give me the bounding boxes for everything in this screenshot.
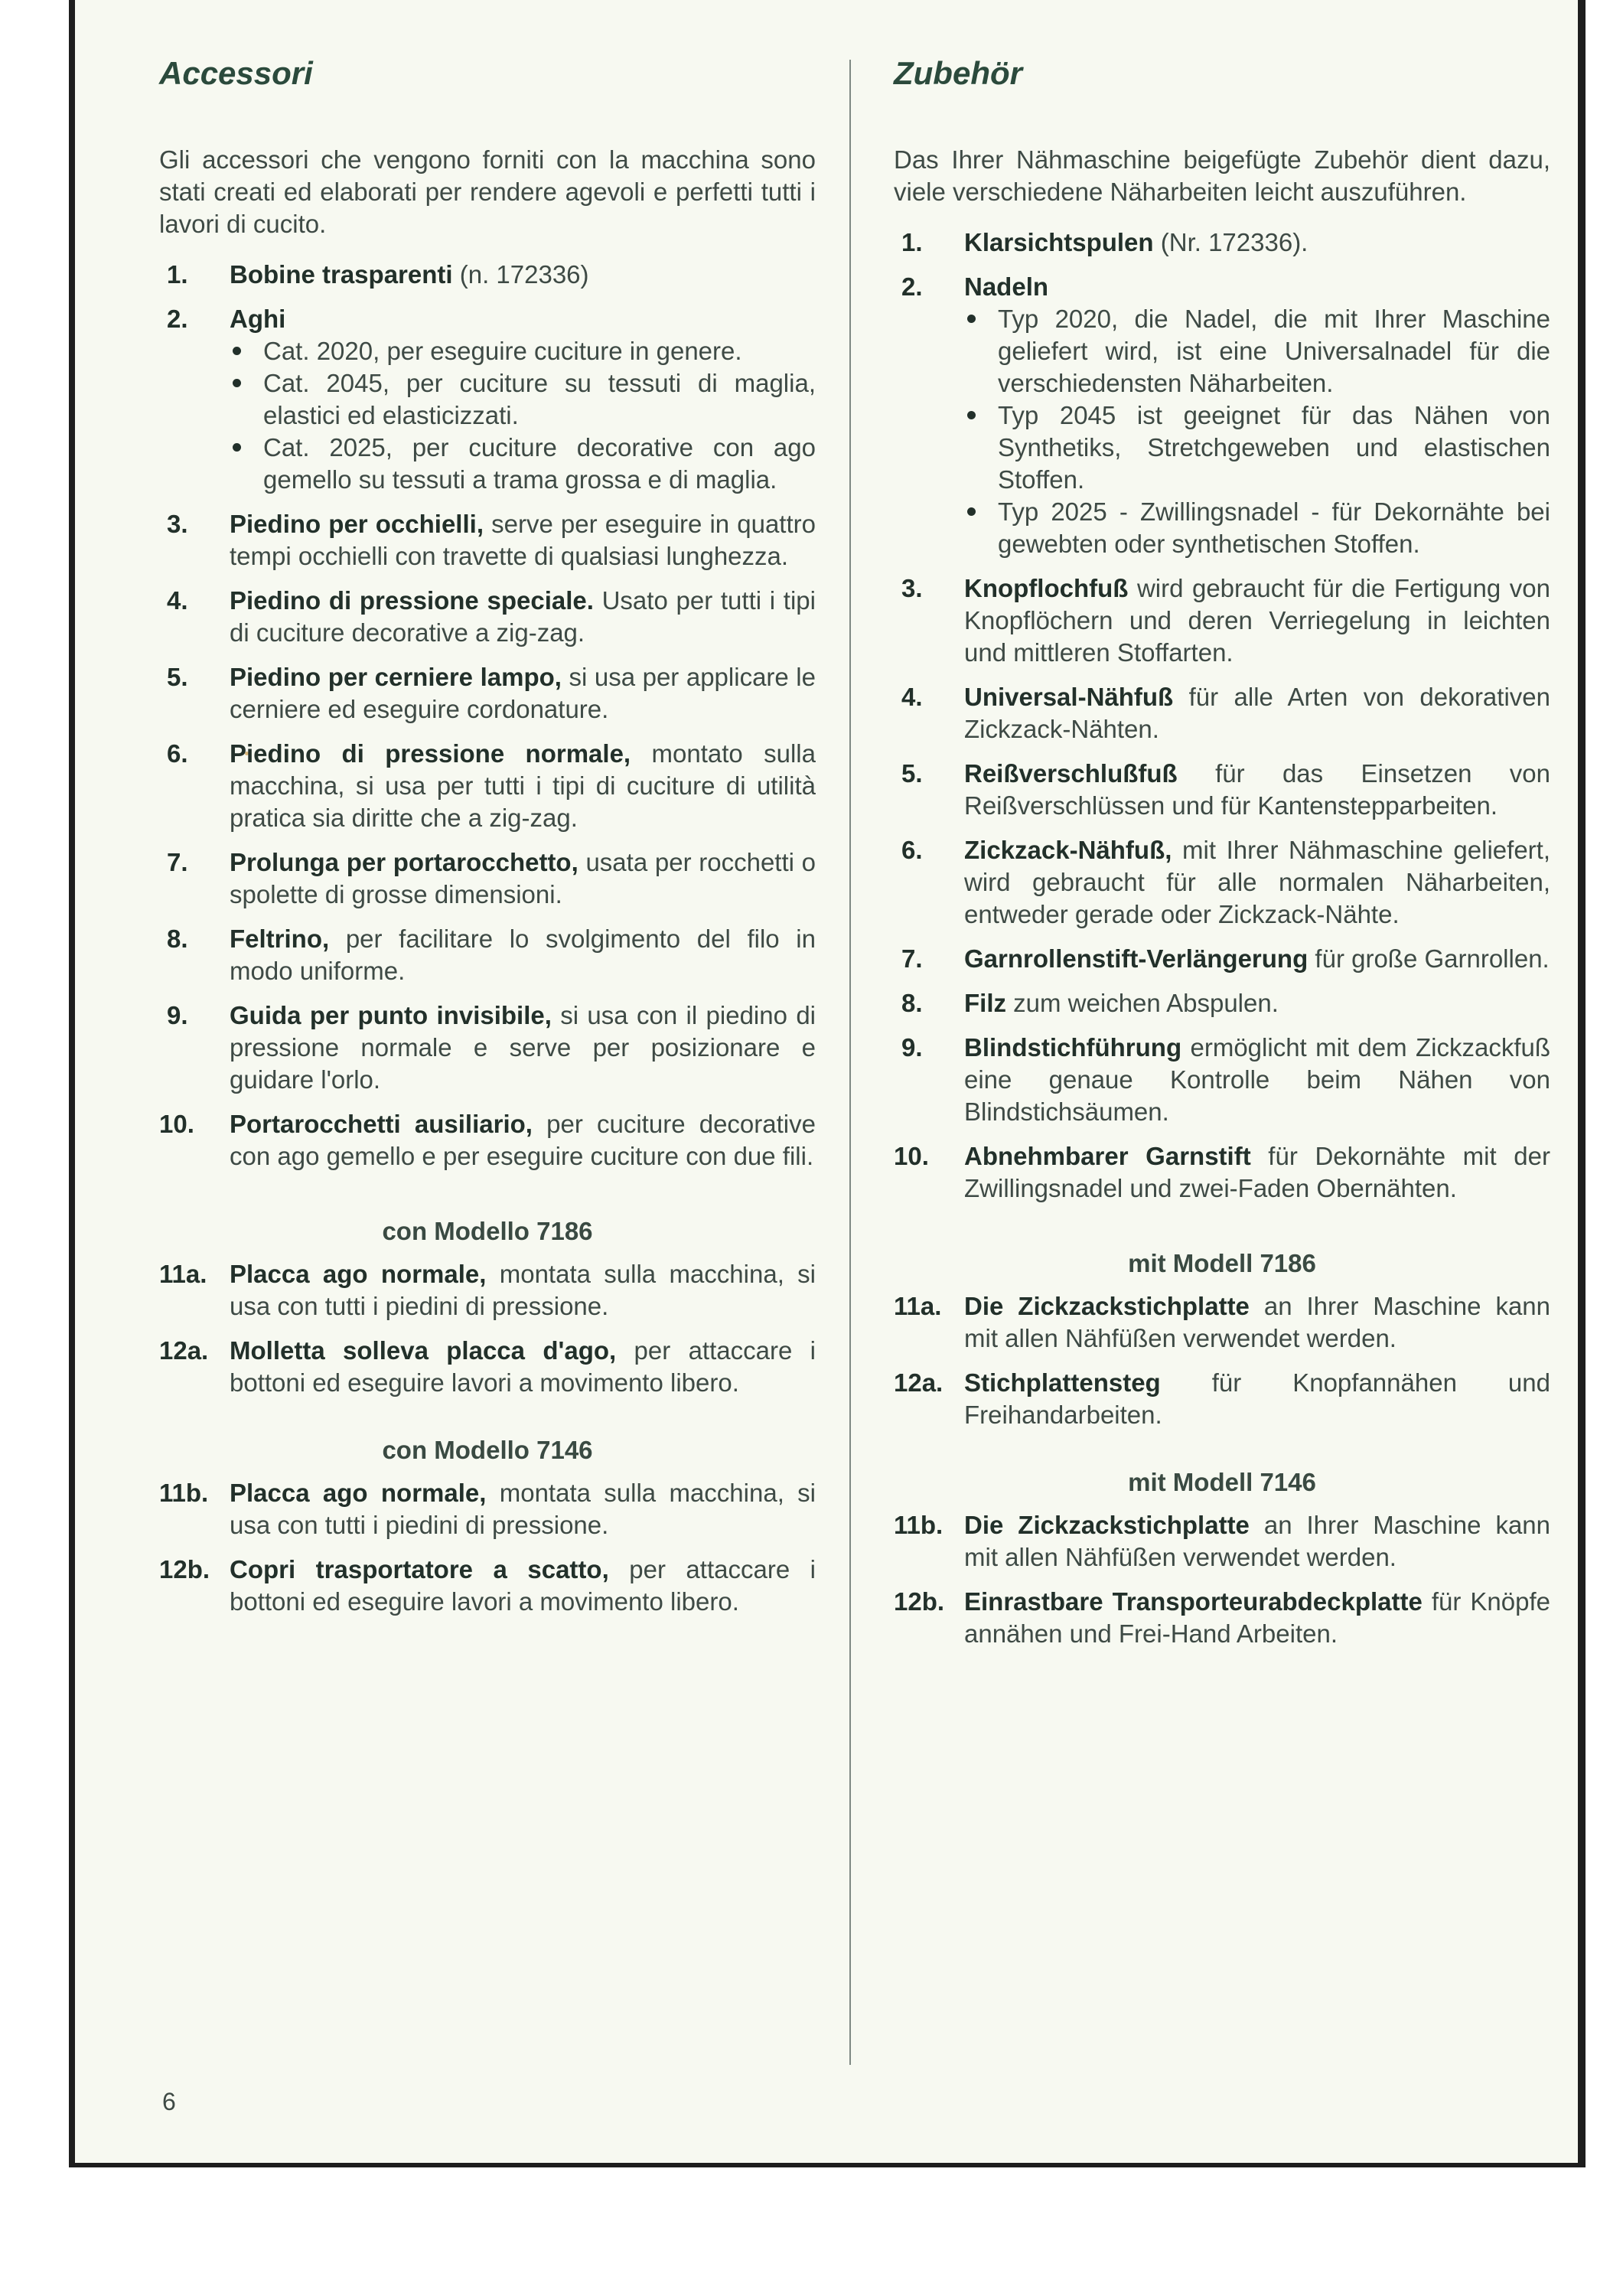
bullet-item: Typ 2020, die Nadel, die mit Ihrer Maschine geliefert wird, ist eine Universalnadel für die verschiedensten Näharbeiten.: [964, 303, 1550, 400]
list-item: [894, 758, 1550, 822]
item-text: für das Einsetzen von Reißverschlüssen und für Kantenstepparbeiten.: [964, 759, 1550, 820]
item-title: Stichplattensteg: [964, 1368, 1161, 1397]
item-text: si usa per applicare le cerniere ed eseguire cordonature.: [230, 663, 816, 723]
item-number: 7.: [167, 848, 188, 876]
item-text: für große Garnrollen.: [1308, 944, 1550, 973]
item-number: 1.: [901, 228, 923, 256]
list-item: [159, 846, 816, 911]
item-text: serve per eseguire in quattro tempi occhielli con travette di qualsiasi lunghezza.: [230, 510, 816, 570]
item-body: [230, 259, 816, 291]
german-intro: Das Ihrer Nähmaschine beigefügte Zubehör dient dazu, viele verschiedene Näharbeiten leicht auszuführen.: [894, 145, 1550, 206]
item-number: 4.: [901, 683, 923, 711]
item-number: 11a.: [159, 1260, 207, 1288]
list-item: [159, 923, 816, 987]
list-item: [894, 1586, 1550, 1650]
item-title: Piedino di pressione speciale.: [230, 586, 594, 615]
list-item: [894, 987, 1550, 1019]
list-item: [894, 681, 1550, 745]
bullet-list: [964, 303, 1550, 560]
item-body: [964, 834, 1550, 931]
item-title: Die Zickzackstichplatte: [964, 1292, 1250, 1320]
item-body: [964, 681, 1550, 745]
item-title: Guida per punto invisibile,: [230, 1001, 552, 1029]
item-body: [964, 987, 1550, 1019]
item-title: Placca ago normale,: [230, 1260, 487, 1288]
item-title: Klarsichtspulen: [964, 228, 1154, 256]
list-item: [159, 303, 816, 496]
item-number: 10.: [894, 1142, 929, 1170]
item-text: für alle Arten von dekorativen Zickzack-Nähten.: [964, 683, 1550, 743]
list-item: [894, 1367, 1550, 1431]
item-number: 12b.: [894, 1587, 945, 1616]
item-text: zum weichen Abspulen.: [1006, 989, 1279, 1017]
item-title: Molletta solleva placca d'ago,: [230, 1336, 617, 1365]
item-body: [230, 303, 816, 496]
list-item: [894, 943, 1550, 975]
item-number: 11a.: [894, 1292, 942, 1320]
bullet-item: Typ 2045 ist geeignet für das Nähen von Synthetiks, Stretchgeweben und elastischen Stoffen.: [964, 400, 1550, 496]
italian-column: [159, 52, 816, 1630]
item-number: 11b.: [894, 1511, 943, 1539]
item-text: per facilitare lo svolgimento del filo in modo uniforme.: [230, 925, 816, 985]
item-body: [964, 1140, 1550, 1205]
item-body: [964, 572, 1550, 669]
item-number: 2.: [167, 305, 188, 333]
item-title: Die Zickzackstichplatte: [964, 1511, 1250, 1539]
german-model-7146-heading: mit Modell 7146: [1128, 1468, 1316, 1496]
item-text: an Ihrer Maschine kann mit allen Nähfüßen verwendet werden.: [964, 1292, 1550, 1352]
item-title: Aghi: [230, 305, 286, 333]
item-body: [230, 508, 816, 572]
item-title: Bobine trasparenti: [230, 260, 453, 289]
item-text: ermöglicht mit dem Zickzackfuß eine genaue Kontrolle beim Nähen von Blindstichsäumen.: [964, 1033, 1550, 1126]
german-column: [894, 52, 1550, 1662]
item-body: [230, 1108, 816, 1172]
german-heading: Zubehör: [894, 55, 1022, 91]
item-title: Reißverschlußfuß: [964, 759, 1178, 788]
item-number: 4.: [167, 586, 188, 615]
list-item: [894, 1032, 1550, 1128]
column-divider: [849, 60, 851, 2065]
item-number: 6.: [901, 836, 923, 864]
item-number: 3.: [167, 510, 188, 538]
item-text: wird gebraucht für die Fertigung von Knopflöchern und deren Verriegelung in leichten und mittleren Stoffarten.: [964, 574, 1550, 667]
item-title: Knopflochfuß: [964, 574, 1129, 602]
item-title: Prolunga per portarocchetto,: [230, 848, 578, 876]
item-text: (Nr. 172336).: [1153, 228, 1309, 256]
item-text: für Dekornähte mit der Zwillingsnadel und zwei-Faden Obernähten.: [964, 1142, 1550, 1202]
item-body: [964, 1290, 1550, 1355]
item-text: montata sulla macchina, si usa con tutti i piedini di pressione.: [230, 1479, 816, 1539]
page-number: 6: [162, 2088, 176, 2115]
italian-intro: Gli accessori che vengono forniti con la macchina sono stati creati ed elaborati per rendere agevoli e perfetti tutti i lavori di cucito.: [159, 145, 816, 238]
item-body: [230, 846, 816, 911]
item-text: usata per rocchetti o spolette di grosse dimensioni.: [230, 848, 816, 908]
item-body: [230, 1000, 816, 1096]
list-item: [159, 585, 816, 649]
item-body: [964, 271, 1550, 560]
item-title: Abnehmbarer Garnstift: [964, 1142, 1251, 1170]
list-item: [159, 1258, 816, 1322]
item-text: für Knöpfe annähen und Frei-Hand Arbeiten.: [964, 1587, 1550, 1648]
list-item: [894, 572, 1550, 669]
item-title: Filz: [964, 989, 1006, 1017]
item-title: Placca ago normale,: [230, 1479, 487, 1507]
list-item: [894, 1290, 1550, 1355]
list-item: [159, 738, 816, 834]
german-model-7186-heading: mit Modell 7186: [1128, 1249, 1316, 1277]
item-number: 11b.: [159, 1479, 209, 1507]
item-text: für Knopfannähen und Freihandarbeiten.: [964, 1368, 1550, 1429]
item-title: Garnrollenstift-Verlängerung: [964, 944, 1309, 973]
item-body: [964, 227, 1550, 259]
item-number: 8.: [901, 989, 923, 1017]
item-body: [964, 1509, 1550, 1574]
item-number: 3.: [901, 574, 923, 602]
item-text: an Ihrer Maschine kann mit allen Nähfüßen verwendet werden.: [964, 1511, 1550, 1571]
item-title: Piedino per cerniere lampo,: [230, 663, 562, 691]
italian-model-7186-heading: con Modello 7186: [382, 1217, 593, 1245]
italian-model-7186-list: [159, 1258, 816, 1399]
item-text: Usato per tutti i tipi di cuciture decorative a zig-zag.: [230, 586, 816, 647]
item-number: 5.: [901, 759, 923, 788]
item-number: 9.: [901, 1033, 923, 1062]
item-text: mit Ihrer Nähmaschine geliefert, wird gebraucht für alle normalen Näharbeiten, entweder gerade oder Zickzack-Nähte.: [964, 836, 1550, 928]
item-number: 9.: [167, 1001, 188, 1029]
item-body: [964, 1367, 1550, 1431]
item-number: 12b.: [159, 1555, 210, 1583]
item-title: Universal-Nähfuß: [964, 683, 1174, 711]
item-title: Piedino per occhielli,: [230, 510, 484, 538]
list-item: [159, 508, 816, 572]
item-title: Portarocchetti ausiliario,: [230, 1110, 533, 1138]
italian-model-7146-list: [159, 1477, 816, 1618]
item-text: per attaccare i bottoni ed eseguire lavori a movimento libero.: [230, 1336, 816, 1397]
item-body: [230, 1258, 816, 1322]
item-text: per attaccare i bottoni ed eseguire lavori a movimento libero.: [230, 1555, 816, 1616]
italian-heading: Accessori: [159, 55, 313, 91]
item-number: 12a.: [894, 1368, 943, 1397]
item-title: Nadeln: [964, 272, 1049, 301]
german-item-list: [894, 227, 1550, 1205]
bullet-item: Typ 2025 - Zwillingsnadel - für Dekornähte bei gewebten oder synthetischen Stoffen.: [964, 496, 1550, 560]
italian-item-list: [159, 259, 816, 1172]
item-body: [230, 738, 816, 834]
list-item: [894, 1140, 1550, 1205]
item-body: [964, 943, 1550, 975]
list-item: [894, 271, 1550, 560]
item-number: 7.: [901, 944, 923, 973]
item-title: Piedino di pressione normale,: [230, 739, 631, 768]
item-body: [230, 1554, 816, 1618]
italian-model-7146-heading: con Modello 7146: [382, 1436, 593, 1464]
list-item: [894, 1509, 1550, 1574]
item-text: si usa con il piedino di pressione normale e serve per posizionare e guidare l'orlo.: [230, 1001, 816, 1094]
list-item: [159, 259, 816, 291]
bullet-item: Cat. 2020, per eseguire cuciture in genere.: [230, 335, 816, 367]
list-item: [159, 1000, 816, 1096]
list-item: [159, 661, 816, 726]
list-item: [159, 1477, 816, 1541]
list-item: [159, 1554, 816, 1618]
item-body: [230, 661, 816, 726]
list-item: [894, 227, 1550, 259]
item-title: Zickzack-Nähfuß,: [964, 836, 1172, 864]
item-body: [230, 923, 816, 987]
item-title: Einrastbare Transporteurabdeckplatte: [964, 1587, 1423, 1616]
item-number: 1.: [167, 260, 188, 289]
item-body: [230, 1477, 816, 1541]
list-item: [159, 1335, 816, 1399]
item-text: (n. 172336): [452, 260, 589, 289]
item-body: [964, 1586, 1550, 1650]
bullet-item: Cat. 2045, per cuciture su tessuti di maglia, elastici ed elasticizzati.: [230, 367, 816, 432]
german-model-7186-list: [894, 1290, 1550, 1431]
german-model-7146-list: [894, 1509, 1550, 1650]
item-title: Feltrino,: [230, 925, 330, 953]
item-title: Copri trasportatore a scatto,: [230, 1555, 609, 1583]
list-item: [159, 1108, 816, 1172]
item-body: [964, 1032, 1550, 1128]
bullet-item: Cat. 2025, per cuciture decorative con ago gemello su tessuti a trama grossa e di maglia.: [230, 432, 816, 496]
item-body: [230, 585, 816, 649]
item-text: montato sulla macchina, si usa per tutti i tipi di cuciture di utilità pratica sia diritte che a zig-zag.: [230, 739, 816, 832]
item-number: 5.: [167, 663, 188, 691]
item-number: 12a.: [159, 1336, 209, 1365]
item-number: 2.: [901, 272, 923, 301]
item-number: 8.: [167, 925, 188, 953]
item-body: [230, 1335, 816, 1399]
item-text: per cuciture decorative con ago gemello e per eseguire cuciture con due fili.: [230, 1110, 816, 1170]
bullet-list: [230, 335, 816, 496]
item-body: [964, 758, 1550, 822]
item-number: 6.: [167, 739, 188, 768]
item-title: Blindstichführung: [964, 1033, 1182, 1062]
item-text: montata sulla macchina, si usa con tutti i piedini di pressione.: [230, 1260, 816, 1320]
list-item: [894, 834, 1550, 931]
item-number: 10.: [159, 1110, 194, 1138]
